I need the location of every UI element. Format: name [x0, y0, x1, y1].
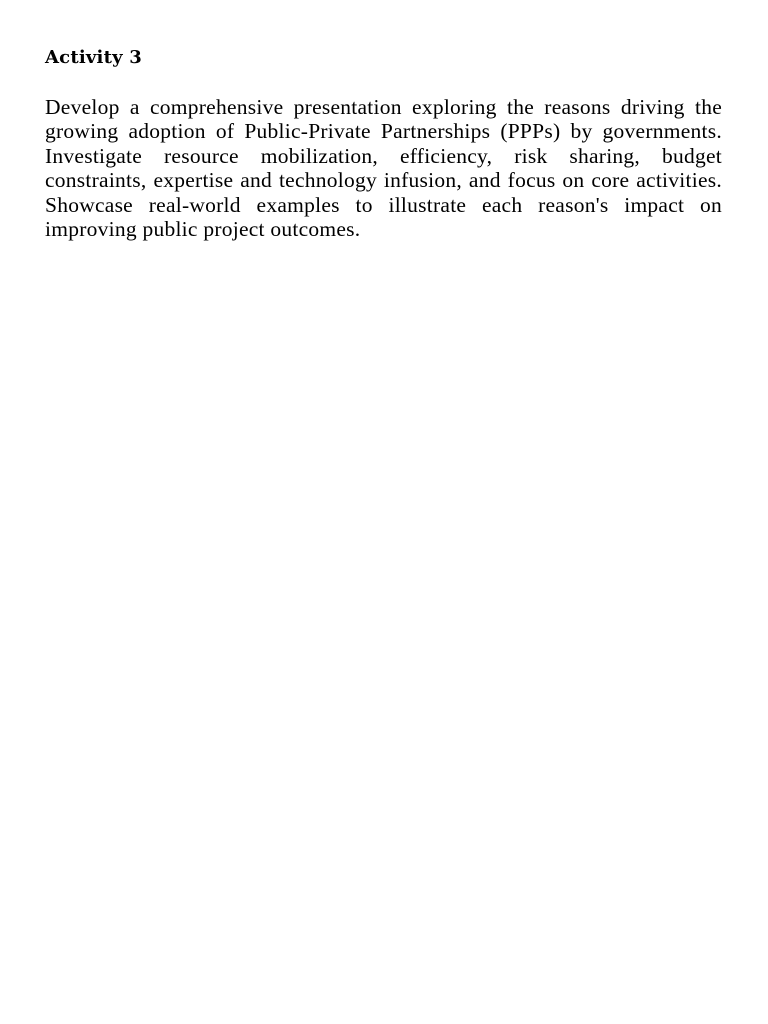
activity-instructions: Develop a comprehensive presentation exploring the reasons driving the growing adoption of Public-Private Partnerships (PPPs) by governments. Investigate resource mobilization, efficiency, risk sharing, budget constraints, expertise and technology infusion, and focus on core activities. Showcase real-world examples to illustrate each reason's impact on improving public project outcomes. [45, 95, 722, 242]
activity-heading: Activity 3 [45, 47, 142, 68]
